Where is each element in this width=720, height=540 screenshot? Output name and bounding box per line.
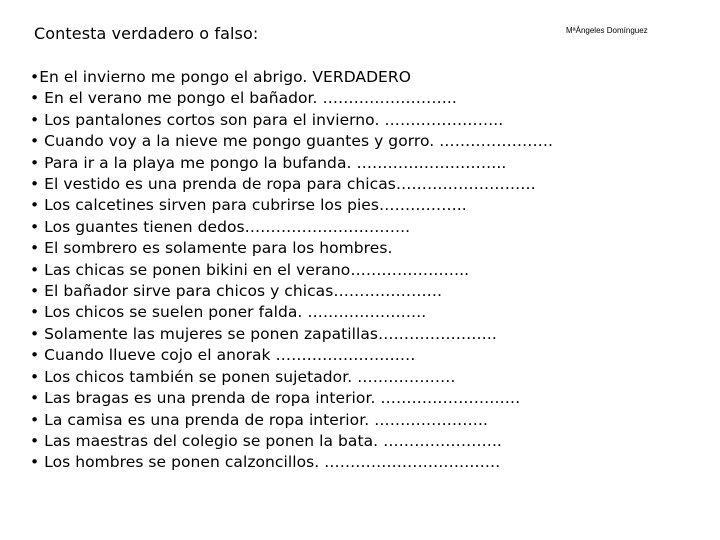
statement-item: • Los hombres se ponen calzoncillos. …………………………….	[30, 453, 501, 472]
author-credit: MªÁngeles Domínguez	[566, 26, 648, 35]
statement-item: • En el verano me pongo el bañador. ……………………..	[30, 89, 457, 108]
statement-item: • Las bragas es una prenda de ropa interior. ………………………	[30, 389, 521, 408]
statement-item: • Para ir a la playa me pongo la bufanda. ………………………..	[30, 153, 507, 172]
statement-item: • Los calcetines sirven para cubrirse los pies……………..	[30, 196, 467, 215]
worksheet-title: Contesta verdadero o falso:	[34, 24, 259, 43]
statement-item: • La camisa es una prenda de ropa interior. ………………….	[30, 410, 488, 429]
statement-item: •En el invierno me pongo el abrigo. VERDADERO	[30, 68, 411, 86]
statement-item: • El bañador sirve para chicos y chicas…………………	[30, 282, 443, 301]
statement-item: • Solamente las mujeres se ponen zapatillas…………………..	[30, 324, 497, 343]
statement-item: • Las maestras del colegio se ponen la bata. …………………..	[30, 431, 502, 450]
statement-item: • Los chicos también se ponen sujetador. ……………….	[30, 367, 456, 386]
statement-item: • Los chicos se suelen poner falda. …………………..	[30, 303, 427, 322]
statement-item: • Cuando voy a la nieve me pongo guantes y gorro. ………………….	[30, 132, 554, 151]
statement-item: • El sombrero es solamente para los hombres.	[30, 239, 393, 258]
statement-item: • El vestido es una prenda de ropa para chicas………………………	[30, 175, 536, 194]
statement-list	[30, 67, 553, 474]
statement-item: • Cuando llueve cojo el anorak ………………………	[30, 346, 416, 365]
statement-item: • Los pantalones cortos son para el invierno. …………………..	[30, 110, 504, 129]
statement-item: • Las chicas se ponen bikini en el verano…………………..	[30, 260, 470, 279]
statement-item: • Los guantes tienen dedos…………………………..	[30, 217, 411, 236]
